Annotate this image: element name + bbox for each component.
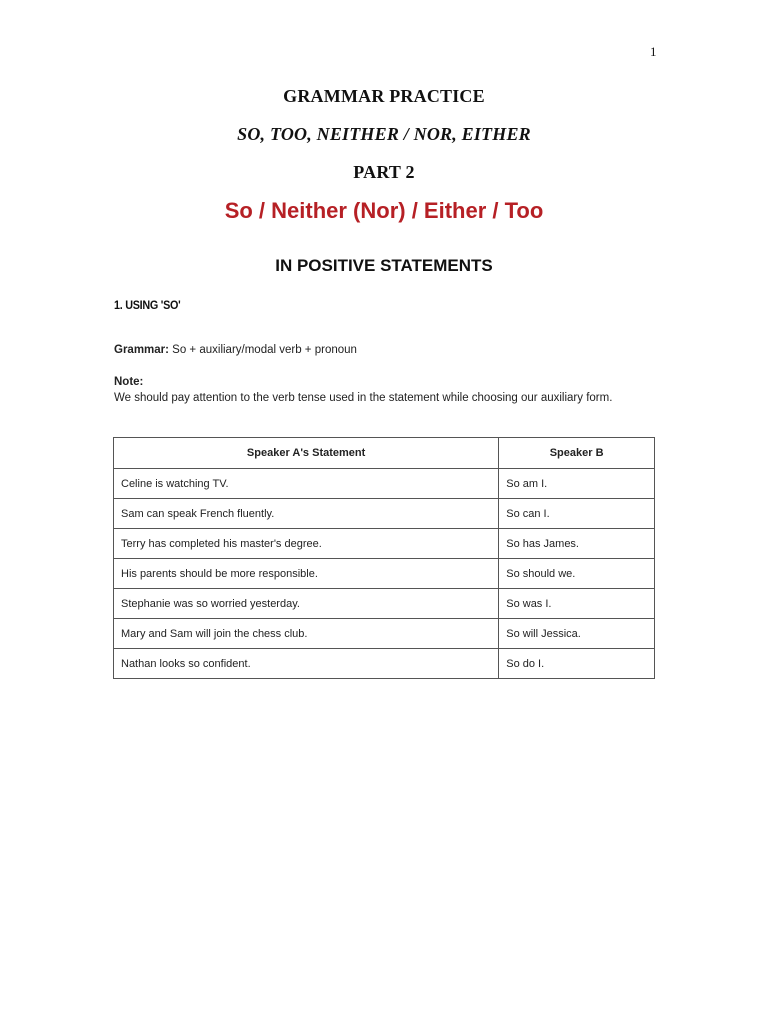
- speaker-a-statement: Terry has completed his master's degree.: [114, 529, 499, 559]
- speaker-b-response: So am I.: [499, 469, 655, 499]
- table-row: [114, 559, 655, 589]
- table-header-row: [114, 438, 655, 469]
- note-block: [114, 375, 644, 406]
- subsection-title: 1. USING 'SO': [114, 298, 181, 312]
- table-row: [114, 619, 655, 649]
- main-title: So / Neither (Nor) / Either / Too: [224, 198, 544, 223]
- speaker-a-statement: Stephanie was so worried yesterday.: [114, 589, 499, 619]
- speaker-a-statement: His parents should be more responsible.: [114, 559, 499, 589]
- table-row: [114, 499, 655, 529]
- examples-table: [113, 437, 655, 679]
- document-title: GRAMMAR PRACTICE: [283, 86, 485, 106]
- table-row: [114, 649, 655, 679]
- speaker-a-statement: Sam can speak French fluently.: [114, 499, 499, 529]
- table-row: [114, 529, 655, 559]
- note-label: Note:: [114, 376, 144, 388]
- speaker-b-response: So will Jessica.: [499, 619, 655, 649]
- grammar-rule: [114, 344, 357, 356]
- table-row: [114, 589, 655, 619]
- grammar-label: Grammar:: [114, 344, 169, 356]
- page-number: 1: [650, 44, 657, 59]
- column-header-speaker-b: Speaker B: [499, 438, 655, 469]
- table-row: [114, 469, 655, 499]
- document-subtitle: SO, TOO, NEITHER / NOR, EITHER: [237, 124, 531, 144]
- document-part-label: PART 2: [353, 162, 415, 182]
- speaker-b-response: So has James.: [499, 529, 655, 559]
- section-title: IN POSITIVE STATEMENTS: [275, 256, 493, 275]
- speaker-a-statement: Nathan looks so confident.: [114, 649, 499, 679]
- column-header-speaker-a: Speaker A's Statement: [114, 438, 499, 469]
- speaker-b-response: So do I.: [499, 649, 655, 679]
- note-text: We should pay attention to the verb tense used in the statement while choosing our auxiliary form.: [114, 391, 613, 404]
- speaker-b-response: So should we.: [499, 559, 655, 589]
- speaker-a-statement: Celine is watching TV.: [114, 469, 499, 499]
- speaker-b-response: So was I.: [499, 589, 655, 619]
- grammar-text: So + auxiliary/modal verb + pronoun: [172, 344, 357, 356]
- speaker-a-statement: Mary and Sam will join the chess club.: [114, 619, 499, 649]
- speaker-b-response: So can I.: [499, 499, 655, 529]
